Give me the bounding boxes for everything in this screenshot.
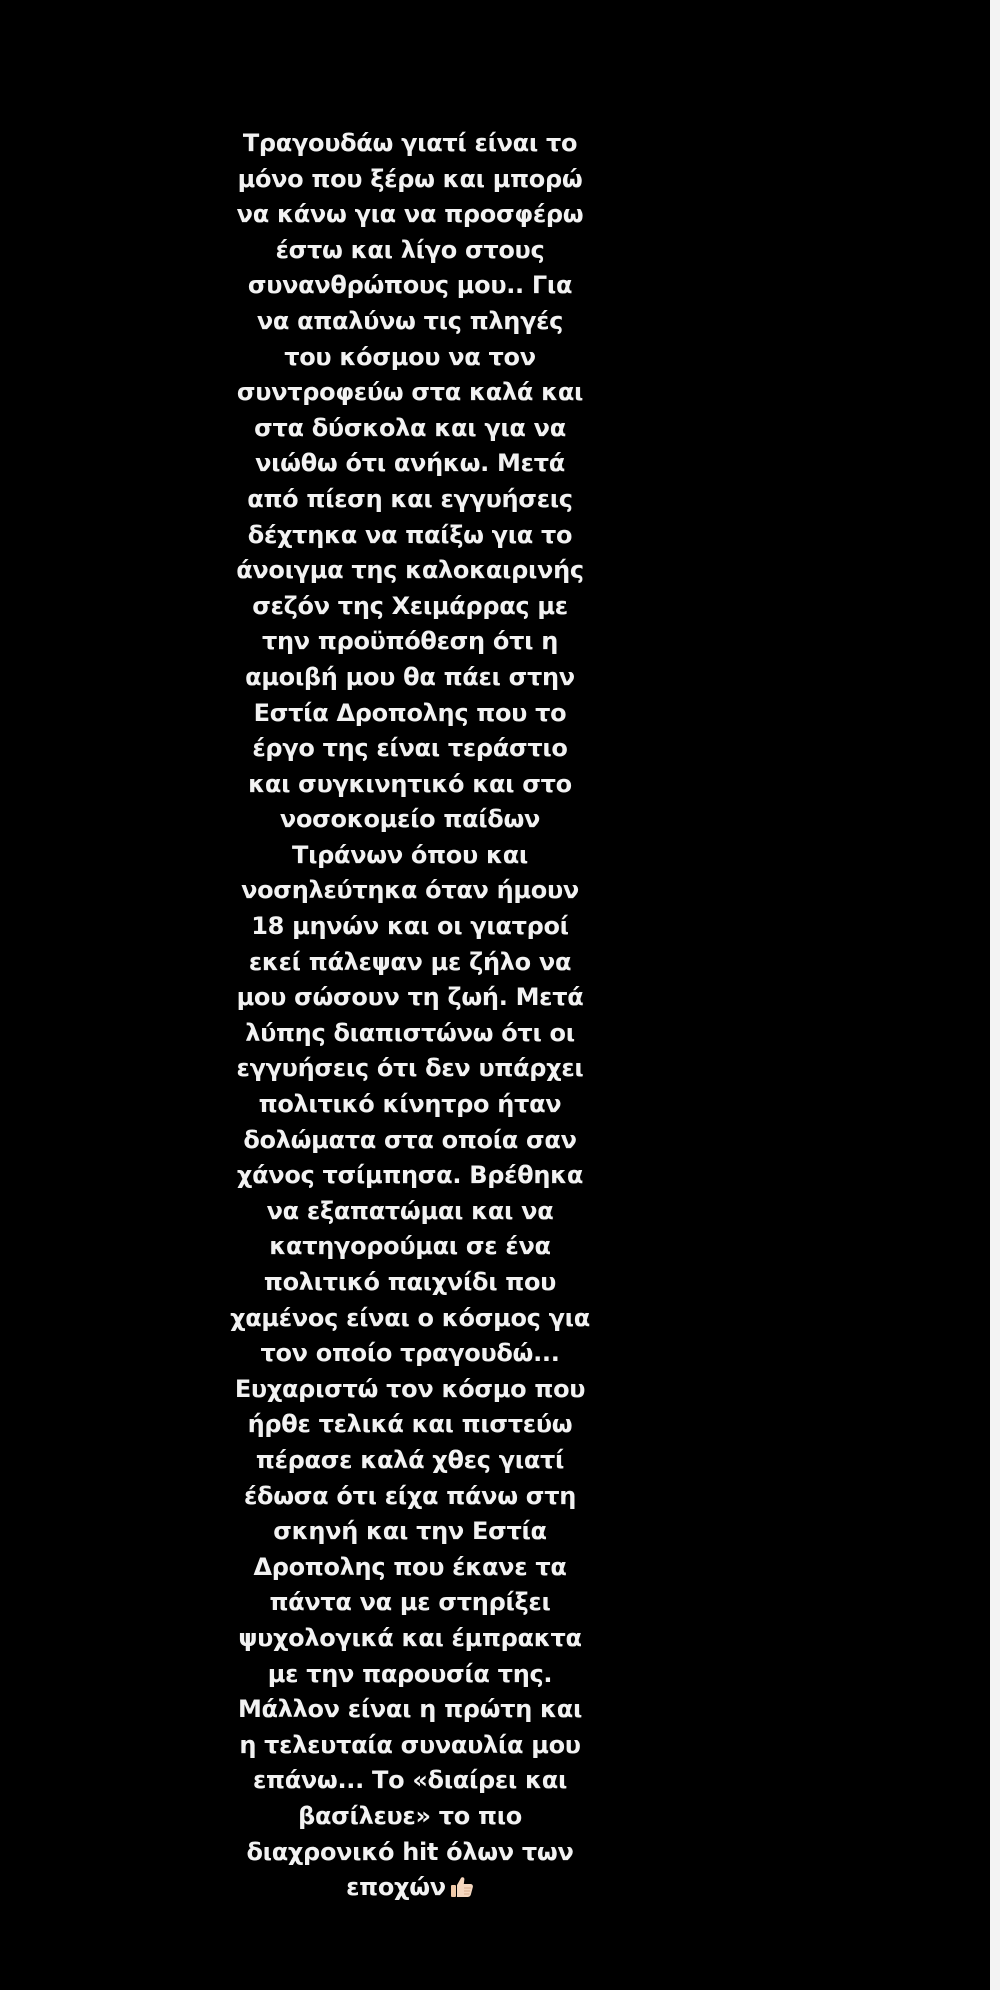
story-line: επάνω... Το «διαίρει και <box>252 1766 568 1795</box>
story-line: συνανθρώπους μου.. Για <box>247 271 573 300</box>
story-line: να εξαπατώμαι και να <box>266 1196 554 1225</box>
story-line: λύπης διαπιστώνω ότι οι <box>245 1018 575 1047</box>
story-line: κατηγορούμαι σε ένα <box>269 1232 551 1261</box>
story-line: χαμένος είναι ο κόσμος για <box>230 1303 590 1332</box>
story-line: Ευχαριστώ τον κόσμο που <box>234 1374 586 1403</box>
story-line: μόνο που ξέρω και μπορώ <box>237 164 583 193</box>
story-line: στα δύσκολα και για να <box>254 413 566 442</box>
story-line: την προϋπόθεση ότι η <box>261 627 559 656</box>
story-line: νιώθω ότι ανήκω. Μετά <box>255 449 565 478</box>
story-line: Μάλλον είναι η πρώτη και <box>237 1695 583 1724</box>
story-line: να απαλύνω τις πληγές <box>256 306 564 335</box>
story-line: πολιτικό κίνητρο ήταν <box>258 1090 562 1119</box>
story-line: η τελευταία συναυλία μου <box>239 1730 581 1759</box>
story-line: ψυχολογικά και έμπρακτα <box>238 1623 582 1652</box>
story-line-last-text: εποχών <box>346 1873 446 1902</box>
story-line: άνοιγμα της καλοκαιρινής <box>236 556 584 585</box>
story-line: Τραγουδάω γιατί είναι το <box>242 129 578 157</box>
story-line: ήρθε τελικά και πιστεύω <box>247 1410 573 1439</box>
story-line: Τιράνων όπου και <box>292 840 528 869</box>
story-line: πολιτικό παιχνίδι που <box>263 1268 557 1296</box>
story-line-last <box>200 1870 620 1906</box>
story-line: 18 μηνών και οι γιατροί <box>251 912 569 941</box>
story-line: έργο της είναι τεράστιο <box>252 734 568 763</box>
story-line: νοσοκομείο παίδων <box>279 805 541 834</box>
story-line: δέχτηκα να παίξω για το <box>247 520 573 549</box>
thumbs-up-icon <box>450 1873 474 1895</box>
story-line: πάντα να με στηρίξει <box>269 1588 551 1617</box>
story-line: πέρασε καλά χθες γιατί <box>255 1445 565 1474</box>
story-line: νοσηλεύτηκα όταν ήμουν <box>241 876 579 905</box>
story-line: από πίεση και εγγυήσεις <box>247 484 573 513</box>
story-line: σεζόν της Χειμάρρας με <box>252 591 568 620</box>
story-line: με την παρουσία της. <box>267 1659 553 1688</box>
story-line: εκεί πάλεψαν με ζήλο να <box>248 947 572 976</box>
story-line: Εστία Δροπολης που το <box>253 698 567 727</box>
story-line: να κάνω για να προσφέρω <box>236 200 584 229</box>
story-line: δολώματα στα οποία σαν <box>243 1125 577 1154</box>
story-line: χάνος τσίμπησα. Βρέθηκα <box>236 1161 584 1190</box>
story-line: αμοιβή μου θα πάει στην <box>245 662 575 691</box>
story-line: μου σώσουν τη ζωή. Μετά <box>236 983 584 1012</box>
story-line: διαχρονικό hit όλων των <box>246 1837 574 1866</box>
story-line: του κόσμου να τον <box>284 342 536 371</box>
story-line: σκηνή και την Εστία <box>273 1517 547 1546</box>
story-line: έδωσα ότι είχα πάνω στη <box>243 1481 577 1510</box>
story-line: τον οποίο τραγουδώ... <box>260 1339 560 1368</box>
story-line: έστω και λίγο στους <box>275 235 545 264</box>
story-line: και συγκινητικό και στο <box>248 769 572 798</box>
story-text <box>200 126 620 1906</box>
right-edge <box>990 0 1000 1990</box>
story-line: εγγυήσεις ότι δεν υπάρχει <box>236 1054 584 1083</box>
story-line: συντροφεύω στα καλά και <box>236 378 584 407</box>
story-line: Δροπολης που έκανε τα <box>253 1552 567 1581</box>
story-line: βασίλευε» το πιο <box>298 1801 522 1830</box>
